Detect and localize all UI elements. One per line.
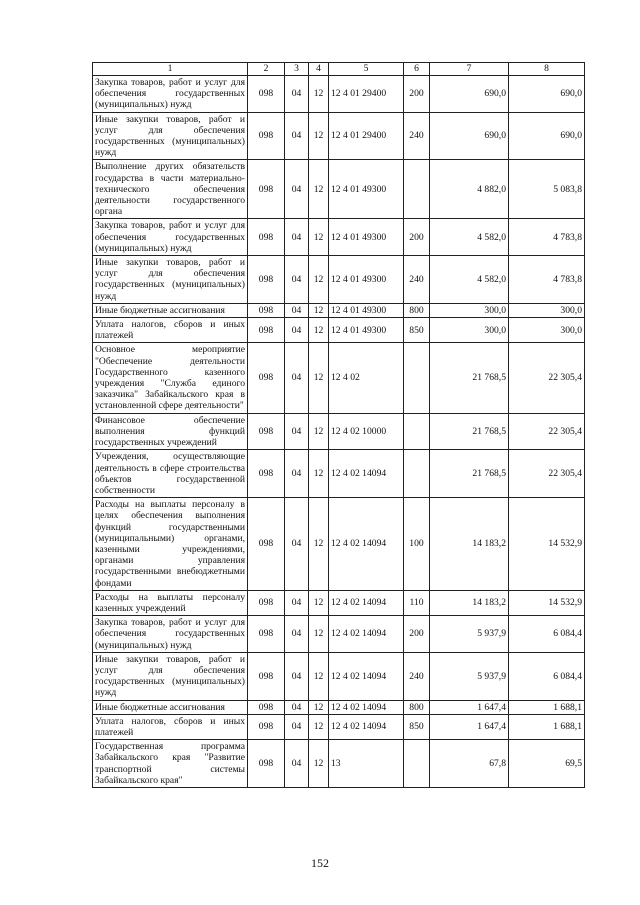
expense-type-cell: 240	[404, 256, 430, 304]
row-name-cell: Выполнение других обязательств государства в части материально-технического обеспечения деятельности государственного органа	[93, 160, 248, 219]
section-code-cell: 04	[285, 318, 309, 343]
subsection-code-cell: 12	[309, 616, 329, 653]
target-article-cell: 12 4 02 14094	[329, 590, 404, 615]
amount-year2-cell: 1 688,1	[509, 700, 585, 714]
target-article-cell: 12 4 01 49300	[329, 318, 404, 343]
table-row	[93, 219, 585, 256]
table-header-row	[93, 63, 585, 76]
ministry-code-cell: 098	[248, 413, 285, 450]
amount-year1-cell: 14 183,2	[430, 590, 509, 615]
expense-type-cell	[404, 413, 430, 450]
amount-year2-cell: 300,0	[509, 303, 585, 317]
section-code-cell: 04	[285, 740, 309, 788]
expense-type-cell: 200	[404, 219, 430, 256]
target-article-cell: 12 4 02 14094	[329, 450, 404, 498]
amount-year1-cell: 5 937,9	[430, 616, 509, 653]
ministry-code-cell: 098	[248, 590, 285, 615]
amount-year2-cell: 6 084,4	[509, 652, 585, 700]
table-row	[93, 652, 585, 700]
amount-year2-cell: 22 305,4	[509, 413, 585, 450]
target-article-cell: 12 4 01 29400	[329, 112, 404, 160]
expense-type-cell	[404, 343, 430, 413]
subsection-code-cell: 12	[309, 700, 329, 714]
expense-type-cell: 850	[404, 714, 430, 739]
section-code-cell: 04	[285, 112, 309, 160]
amount-year2-cell: 14 532,9	[509, 590, 585, 615]
row-name-cell: Иные закупки товаров, работ и услуг для обеспечения государственных (муниципальных) нужд	[93, 256, 248, 304]
column-header: 1	[93, 63, 248, 76]
row-name-cell: Учреждения, осуществляющие деятельность в сфере строительства объектов государственной собственности	[93, 450, 248, 498]
table-row	[93, 256, 585, 304]
row-name-cell: Закупка товаров, работ и услуг для обеспечения государственных (муниципальных) нужд	[93, 76, 248, 113]
section-code-cell: 04	[285, 450, 309, 498]
section-code-cell: 04	[285, 343, 309, 413]
section-code-cell: 04	[285, 160, 309, 219]
section-code-cell: 04	[285, 76, 309, 113]
table-row	[93, 700, 585, 714]
amount-year1-cell: 4 582,0	[430, 219, 509, 256]
subsection-code-cell: 12	[309, 76, 329, 113]
subsection-code-cell: 12	[309, 112, 329, 160]
amount-year2-cell: 690,0	[509, 112, 585, 160]
expense-type-cell: 800	[404, 303, 430, 317]
ministry-code-cell: 098	[248, 616, 285, 653]
ministry-code-cell: 098	[248, 76, 285, 113]
amount-year1-cell: 1 647,4	[430, 700, 509, 714]
budget-table	[92, 62, 585, 788]
ministry-code-cell: 098	[248, 714, 285, 739]
target-article-cell: 12 4 01 29400	[329, 76, 404, 113]
amount-year1-cell: 67,8	[430, 740, 509, 788]
column-header: 6	[404, 63, 430, 76]
amount-year1-cell: 5 937,9	[430, 652, 509, 700]
amount-year2-cell: 22 305,4	[509, 343, 585, 413]
ministry-code-cell: 098	[248, 740, 285, 788]
table-row	[93, 450, 585, 498]
table-row	[93, 160, 585, 219]
row-name-cell: Уплата налогов, сборов и иных платежей	[93, 714, 248, 739]
subsection-code-cell: 12	[309, 343, 329, 413]
target-article-cell: 12 4 01 49300	[329, 303, 404, 317]
expense-type-cell	[404, 160, 430, 219]
table-row	[93, 590, 585, 615]
ministry-code-cell: 098	[248, 112, 285, 160]
row-name-cell: Расходы на выплаты персоналу казенных учреждений	[93, 590, 248, 615]
amount-year1-cell: 690,0	[430, 112, 509, 160]
row-name-cell: Основное мероприятие "Обеспечение деятельности Государственного казенного учреждения "Служба единого заказчика" Забайкальского края в установленной сфере деятельности"	[93, 343, 248, 413]
table-row	[93, 343, 585, 413]
row-name-cell: Закупка товаров, работ и услуг для обеспечения государственных (муниципальных) нужд	[93, 219, 248, 256]
amount-year1-cell: 300,0	[430, 318, 509, 343]
column-header: 3	[285, 63, 309, 76]
table-row	[93, 303, 585, 317]
target-article-cell: 12 4 02	[329, 343, 404, 413]
column-header: 8	[509, 63, 585, 76]
table-row	[93, 714, 585, 739]
subsection-code-cell: 12	[309, 714, 329, 739]
expense-type-cell: 240	[404, 652, 430, 700]
expense-type-cell	[404, 740, 430, 788]
expense-type-cell: 240	[404, 112, 430, 160]
amount-year2-cell: 300,0	[509, 318, 585, 343]
row-name-cell: Иные бюджетные ассигнования	[93, 303, 248, 317]
amount-year1-cell: 300,0	[430, 303, 509, 317]
target-article-cell: 12 4 02 14094	[329, 498, 404, 591]
section-code-cell: 04	[285, 413, 309, 450]
row-name-cell: Иные закупки товаров, работ и услуг для обеспечения государственных (муниципальных) нужд	[93, 652, 248, 700]
ministry-code-cell: 098	[248, 219, 285, 256]
table-row	[93, 616, 585, 653]
amount-year2-cell: 14 532,9	[509, 498, 585, 591]
amount-year1-cell: 21 768,5	[430, 450, 509, 498]
subsection-code-cell: 12	[309, 303, 329, 317]
section-code-cell: 04	[285, 700, 309, 714]
target-article-cell: 12 4 02 14094	[329, 714, 404, 739]
amount-year1-cell: 1 647,4	[430, 714, 509, 739]
row-name-cell: Уплата налогов, сборов и иных платежей	[93, 318, 248, 343]
subsection-code-cell: 12	[309, 740, 329, 788]
amount-year2-cell: 1 688,1	[509, 714, 585, 739]
amount-year2-cell: 69,5	[509, 740, 585, 788]
ministry-code-cell: 098	[248, 343, 285, 413]
ministry-code-cell: 098	[248, 160, 285, 219]
target-article-cell: 12 4 02 14094	[329, 700, 404, 714]
amount-year2-cell: 6 084,4	[509, 616, 585, 653]
target-article-cell: 12 4 01 49300	[329, 219, 404, 256]
target-article-cell: 12 4 02 14094	[329, 652, 404, 700]
section-code-cell: 04	[285, 590, 309, 615]
target-article-cell: 12 4 02 14094	[329, 616, 404, 653]
amount-year1-cell: 4 882,0	[430, 160, 509, 219]
ministry-code-cell: 098	[248, 498, 285, 591]
ministry-code-cell: 098	[248, 303, 285, 317]
table-row	[93, 740, 585, 788]
column-header: 7	[430, 63, 509, 76]
expense-type-cell: 110	[404, 590, 430, 615]
amount-year1-cell: 690,0	[430, 76, 509, 113]
target-article-cell: 12 4 02 10000	[329, 413, 404, 450]
section-code-cell: 04	[285, 303, 309, 317]
table-row	[93, 413, 585, 450]
row-name-cell: Государственная программа Забайкальского края "Развитие транспортной системы Забайкальского края"	[93, 740, 248, 788]
amount-year1-cell: 4 582,0	[430, 256, 509, 304]
subsection-code-cell: 12	[309, 590, 329, 615]
ministry-code-cell: 098	[248, 318, 285, 343]
table-body	[93, 76, 585, 788]
amount-year2-cell: 4 783,8	[509, 219, 585, 256]
section-code-cell: 04	[285, 652, 309, 700]
ministry-code-cell: 098	[248, 256, 285, 304]
subsection-code-cell: 12	[309, 318, 329, 343]
row-name-cell: Закупка товаров, работ и услуг для обеспечения государственных (муниципальных) нужд	[93, 616, 248, 653]
table-row	[93, 112, 585, 160]
target-article-cell: 12 4 01 49300	[329, 256, 404, 304]
expense-type-cell: 850	[404, 318, 430, 343]
expense-type-cell: 200	[404, 76, 430, 113]
table-row	[93, 498, 585, 591]
section-code-cell: 04	[285, 498, 309, 591]
amount-year2-cell: 5 083,8	[509, 160, 585, 219]
section-code-cell: 04	[285, 256, 309, 304]
amount-year2-cell: 22 305,4	[509, 450, 585, 498]
row-name-cell: Расходы на выплаты персоналу в целях обеспечения выполнения функций государственными (муниципальными) органами, казенными учреждениями, органами управления государственными внебюджетными фондами	[93, 498, 248, 591]
column-header: 2	[248, 63, 285, 76]
target-article-cell: 13	[329, 740, 404, 788]
page-number: 152	[311, 856, 329, 870]
expense-type-cell: 100	[404, 498, 430, 591]
amount-year2-cell: 690,0	[509, 76, 585, 113]
amount-year1-cell: 21 768,5	[430, 343, 509, 413]
subsection-code-cell: 12	[309, 652, 329, 700]
table-row	[93, 76, 585, 113]
section-code-cell: 04	[285, 714, 309, 739]
row-name-cell: Иные закупки товаров, работ и услуг для обеспечения государственных (муниципальных) нужд	[93, 112, 248, 160]
column-header: 4	[309, 63, 329, 76]
section-code-cell: 04	[285, 616, 309, 653]
ministry-code-cell: 098	[248, 652, 285, 700]
subsection-code-cell: 12	[309, 413, 329, 450]
amount-year1-cell: 21 768,5	[430, 413, 509, 450]
amount-year1-cell: 14 183,2	[430, 498, 509, 591]
expense-type-cell	[404, 450, 430, 498]
ministry-code-cell: 098	[248, 450, 285, 498]
subsection-code-cell: 12	[309, 450, 329, 498]
section-code-cell: 04	[285, 219, 309, 256]
expense-type-cell: 200	[404, 616, 430, 653]
table-row	[93, 318, 585, 343]
subsection-code-cell: 12	[309, 160, 329, 219]
subsection-code-cell: 12	[309, 256, 329, 304]
target-article-cell: 12 4 01 49300	[329, 160, 404, 219]
amount-year2-cell: 4 783,8	[509, 256, 585, 304]
row-name-cell: Иные бюджетные ассигнования	[93, 700, 248, 714]
subsection-code-cell: 12	[309, 498, 329, 591]
subsection-code-cell: 12	[309, 219, 329, 256]
row-name-cell: Финансовое обеспечение выполнения функций государственных учреждений	[93, 413, 248, 450]
column-header: 5	[329, 63, 404, 76]
expense-type-cell: 800	[404, 700, 430, 714]
ministry-code-cell: 098	[248, 700, 285, 714]
